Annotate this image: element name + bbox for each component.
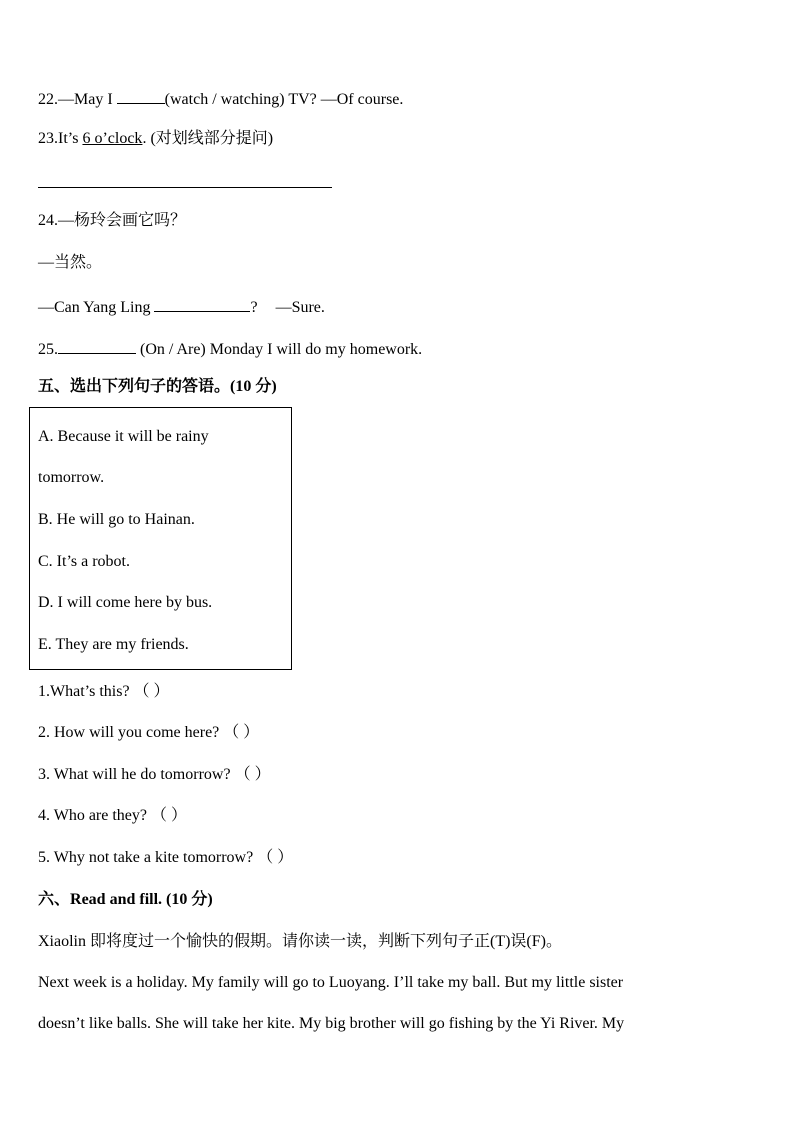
question-text: . (对划线部分提问) xyxy=(142,130,274,147)
question-text: —Sure. xyxy=(275,299,325,316)
passage-line-1: Next week is a holiday. My family will go to Luoyang. I’ll take my ball. But my little sister xyxy=(38,974,624,991)
answer-blank[interactable] xyxy=(58,337,136,354)
question-text: —杨玲会画它吗？ xyxy=(58,212,187,229)
answer-parentheses[interactable]: （ ） xyxy=(151,807,188,824)
options-box xyxy=(29,407,292,670)
question-text: (On / Are) Monday I will do my homework. xyxy=(140,341,423,358)
question-text: ? xyxy=(250,299,258,316)
section-6-number: 六、 xyxy=(38,891,71,908)
answer-line[interactable] xyxy=(38,187,332,188)
answer-blank[interactable] xyxy=(117,87,165,104)
question-text: (watch / watching) TV? —Of course. xyxy=(164,91,404,108)
question-number: 24. xyxy=(38,212,58,229)
section-6-heading xyxy=(38,890,213,910)
match-question-5 xyxy=(38,848,293,868)
question-text: 3. What will he do tomorrow? xyxy=(38,766,231,783)
underlined-phrase: 6 o’clock xyxy=(82,130,143,147)
answer-blank[interactable] xyxy=(154,295,250,312)
match-question-2 xyxy=(38,723,259,743)
question-number: 25. xyxy=(38,341,58,358)
question-24-line3 xyxy=(38,295,325,318)
option-d: D. I will come here by bus. xyxy=(38,594,213,611)
option-c: C. It’s a robot. xyxy=(38,553,130,570)
question-text: —Can Yang Ling xyxy=(38,299,151,316)
question-number: 22. xyxy=(38,91,58,108)
question-text: —当然。 xyxy=(38,254,103,271)
answer-parentheses[interactable]: （ ） xyxy=(133,683,170,700)
question-text: It’s xyxy=(58,130,79,147)
section-6-title: Read and fill. (10 分) xyxy=(70,891,213,908)
section-5-heading: 五、选出下列句子的答语。(10 分) xyxy=(38,378,277,395)
question-text: —May I xyxy=(58,91,113,108)
answer-parentheses[interactable]: （ ） xyxy=(234,766,271,783)
question-23 xyxy=(38,129,273,149)
answer-parentheses[interactable]: （ ） xyxy=(223,724,260,741)
option-a: A. Because it will be rainy xyxy=(38,428,209,445)
option-b: B. He will go to Hainan. xyxy=(38,511,195,528)
option-a-cont: tomorrow. xyxy=(38,469,105,486)
section-6-instruction: Xiaolin 即将度过一个愉快的假期。请你读一读，判断下列句子正(T)误(F)。 xyxy=(38,933,562,950)
question-text: 1.What’s this? xyxy=(38,683,130,700)
answer-parentheses[interactable]: （ ） xyxy=(257,849,294,866)
question-text: 2. How will you come here? xyxy=(38,724,220,741)
question-25 xyxy=(38,337,422,360)
match-question-3 xyxy=(38,765,271,785)
question-22 xyxy=(38,87,403,110)
option-e: E. They are my friends. xyxy=(38,636,189,653)
question-text: 5. Why not take a kite tomorrow? xyxy=(38,849,254,866)
match-question-4 xyxy=(38,806,187,826)
question-24-line2 xyxy=(38,253,102,273)
question-text: 4. Who are they? xyxy=(38,807,147,824)
passage-line-2: doesn’t like balls. She will take her kite. My big brother will go fishing by the Yi River. My xyxy=(38,1015,625,1032)
question-number: 23. xyxy=(38,130,58,147)
question-24 xyxy=(38,211,186,231)
match-question-1 xyxy=(38,682,170,702)
